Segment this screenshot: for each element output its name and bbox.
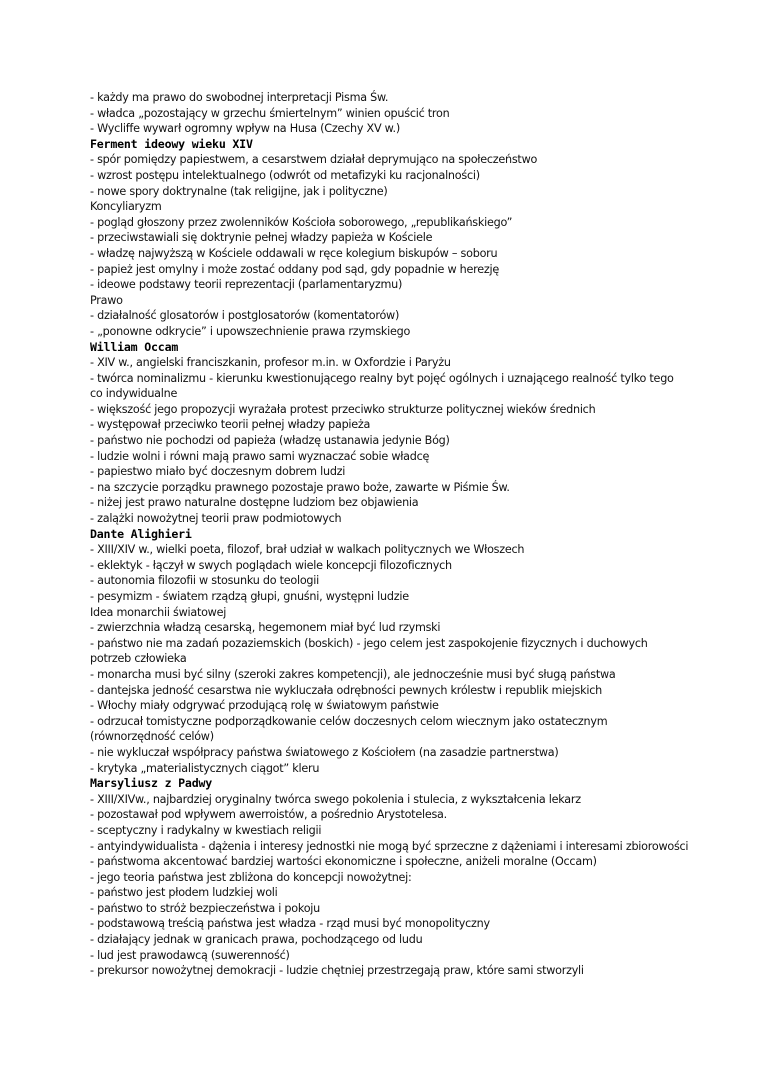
- text-line: - monarcha musi być silny (szeroki zakres kompetencji), ale jednocześnie musi być sługą państwa: [90, 667, 616, 681]
- text-line: - nie wykluczał współpracy państwa światowego z Kościołem (na zasadzie partnerstwa): [90, 745, 559, 759]
- text-line: Prawo: [90, 293, 123, 307]
- text-line: - pogląd głoszony przez zwolenników Kościoła soborowego, „republikańskiego”: [90, 215, 513, 229]
- text-line: - jego teoria państwa jest zbliżona do koncepcji nowożytnej:: [90, 870, 412, 884]
- text-line: - działalność glosatorów i postglosatorów (komentatorów): [90, 309, 400, 323]
- text-line: - każdy ma prawo do swobodnej interpretacji Pisma Św.: [90, 91, 389, 104]
- text-line: - przeciwstawiali się doktrynie pełnej władzy papieża w Kościele: [90, 231, 433, 245]
- text-line: - eklektyk - łączył w swych poglądach wiele koncepcji filozoficznych: [90, 558, 452, 572]
- text-line: - pesymizm - światem rządzą głupi, gnuśni, występni ludzie: [90, 590, 409, 603]
- section-heading: Ferment ideowy wieku XIV: [90, 136, 253, 151]
- text-line: - antyindywidualista - dążenia i interesy jednostki nie mogą być sprzeczne z dążeniami i interesami zbiorowości: [90, 839, 689, 853]
- text-line: Idea monarchii światowej: [90, 605, 227, 619]
- text-line: - autonomia filozofii w stosunku do teologii: [90, 574, 319, 588]
- section-heading: Marsyliusz z Padwy: [90, 776, 213, 791]
- text-line: - krytyka „materialistycznych ciągot” kleru: [90, 761, 320, 775]
- text-line: - prekursor nowożytnej demokracji - ludzie chętniej przestrzegają praw, które sami stworzyli: [90, 964, 584, 978]
- text-line: - podstawową treścią państwa jest władza - rząd musi być monopolityczny: [90, 917, 490, 931]
- text-line: - występował przeciwko teorii pełnej władzy papieża: [90, 418, 371, 432]
- text-line: - papież jest omylny i może zostać oddany pod sąd, gdy popadnie w herezję: [90, 262, 500, 276]
- text-line: - sceptyczny i radykalny w kwestiach religii: [90, 823, 322, 837]
- text-line: - odrzucał tomistyczne podporządkowanie celów doczesnych celom wiecznym jako ostatecznym (równorzędność celów): [90, 714, 608, 744]
- text-line: - Wycliffe wywarł ogromny wpływ na Husa (Czechy XV w.): [90, 122, 400, 136]
- text-line: - zalążki nowożytnej teorii praw podmiotowych: [90, 512, 342, 526]
- text-line: - państwo nie pochodzi od papieża (władzę ustanawia jedynie Bóg): [90, 434, 450, 448]
- section-heading: William Occam: [90, 339, 179, 354]
- text-line: - państwoma akcentować bardziej wartości ekonomiczne i społeczne, aniżeli moralne (Occam): [90, 855, 597, 869]
- text-line: - twórca nominalizmu - kierunku kwestionującego realny byt pojęć ogólnych i uznającego realność tylko tego co indywidualne: [90, 371, 674, 401]
- text-line: - XIII/XIV w., wielki poeta, filozof, brał udział w walkach politycznych we Włoszech: [90, 543, 525, 557]
- text-line: - niżej jest prawo naturalne dostępne ludziom bez objawienia: [90, 496, 419, 510]
- text-line: - lud jest prawodawcą (suwerenność): [90, 948, 290, 962]
- text-line: - Włochy miały odgrywać przodującą rolę w światowym państwie: [90, 699, 439, 713]
- document-body: [90, 90, 689, 979]
- text-line: - władzę najwyższą w Kościele oddawali w ręce kolegium biskupów – soboru: [90, 246, 498, 260]
- text-line: - „ponowne odkrycie” i upowszechnienie prawa rzymskiego: [90, 324, 411, 338]
- text-line: - państwo to stróż bezpieczeństwa i pokoju: [90, 901, 320, 915]
- text-line: - zwierzchnia władzą cesarską, hegemonem miał być lud rzymski: [90, 621, 441, 635]
- text-line: - nowe spory doktrynalne (tak religijne, jak i polityczne): [90, 184, 388, 198]
- text-line: - państwo jest płodem ludzkiej woli: [90, 886, 278, 900]
- text-line: - państwo nie ma zadań pozaziemskich (boskich) - jego celem jest zaspokojenie fizycznych i duchowych potrzeb człowieka: [90, 636, 648, 666]
- text-line: - XIV w., angielski franciszkanin, profesor m.in. w Oxfordzie i Paryżu: [90, 356, 451, 370]
- text-line: - ludzie wolni i równi mają prawo sami wyznaczać sobie władcę: [90, 449, 430, 463]
- section-heading: Dante Alighieri: [90, 526, 192, 541]
- text-line: - spór pomiędzy papiestwem, a cesarstwem działał deprymująco na społeczeństwo: [90, 153, 538, 167]
- text-line: - pozostawał pod wpływem awerroistów, a pośrednio Arystotelesa.: [90, 808, 447, 822]
- text-line: - na szczycie porządku prawnego pozostaje prawo boże, zawarte w Piśmie Św.: [90, 480, 510, 494]
- text-line: - większość jego propozycji wyrażała protest przeciwko strukturze politycznej wieków średnich: [90, 402, 596, 416]
- text-line: - papiestwo miało być doczesnym dobrem ludzi: [90, 465, 346, 479]
- text-line: Koncyliaryzm: [90, 200, 162, 214]
- text-line: - ideowe podstawy teorii reprezentacji (parlamentaryzmu): [90, 278, 403, 292]
- text-line: - dantejska jedność cesarstwa nie wykluczała odrębności pewnych królestw i republik miejskich: [90, 683, 602, 697]
- text-line: - władca „pozostający w grzechu śmiertelnym” winien opuścić tron: [90, 106, 450, 120]
- text-line: - wzrost postępu intelektualnego (odwrót od metafizyki ku racjonalności): [90, 168, 480, 182]
- text-line: - działający jednak w granicach prawa, pochodzącego od ludu: [90, 933, 423, 947]
- text-line: - XIII/XIVw., najbardziej oryginalny twórca swego pokolenia i stulecia, z wykształcenia lekarz: [90, 792, 581, 806]
